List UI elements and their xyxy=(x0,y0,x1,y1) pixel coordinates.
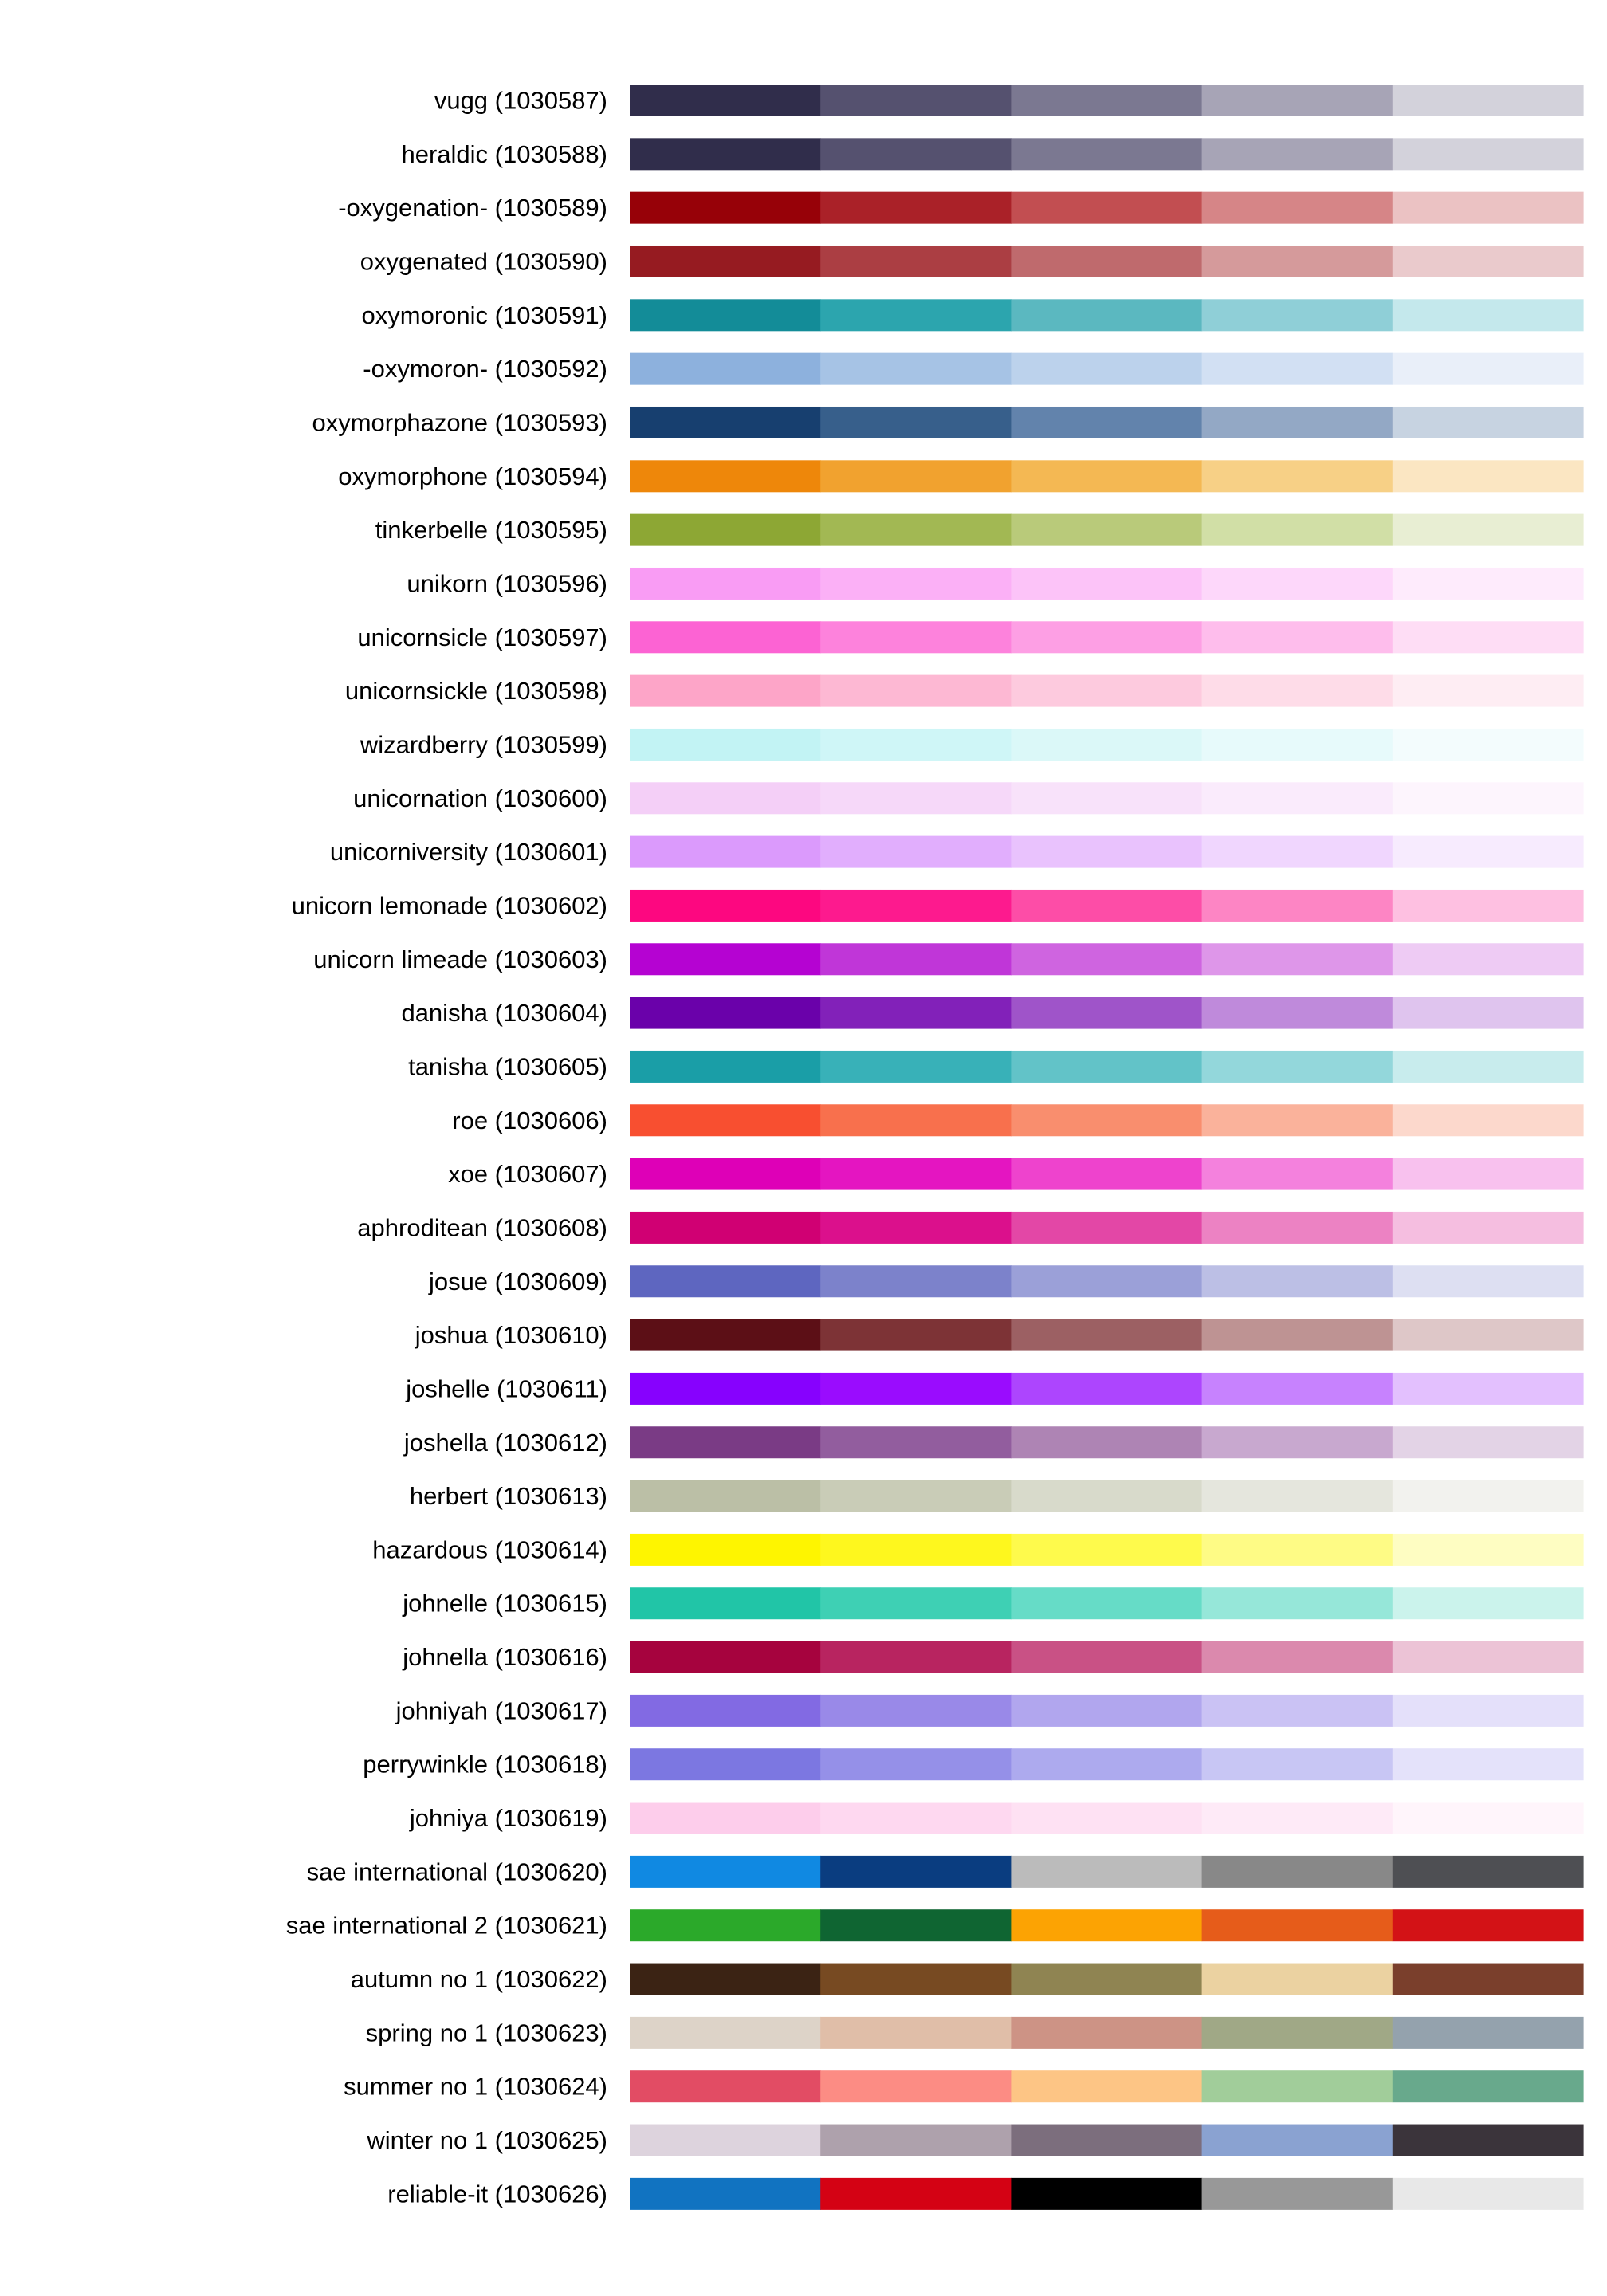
color-swatch xyxy=(630,1856,821,1888)
color-swatch xyxy=(820,1909,1012,1941)
palette-label: winter no 1 (1030625) xyxy=(367,2126,607,2154)
color-swatch xyxy=(820,1534,1012,1566)
color-swatch xyxy=(820,1856,1012,1888)
color-swatch xyxy=(1011,2125,1202,2156)
color-swatch xyxy=(630,1319,821,1351)
color-swatch xyxy=(820,1748,1012,1780)
color-swatch xyxy=(1393,353,1584,385)
color-swatch xyxy=(820,729,1012,761)
color-swatch xyxy=(820,1587,1012,1619)
palette-row xyxy=(292,890,1584,922)
color-swatch xyxy=(630,1748,821,1780)
color-swatch xyxy=(1011,353,1202,385)
palette-row xyxy=(375,514,1584,546)
color-swatch xyxy=(1202,1480,1393,1512)
color-swatch xyxy=(1202,943,1393,975)
palette-row xyxy=(408,1051,1584,1083)
color-swatch xyxy=(1393,1748,1584,1780)
color-swatch xyxy=(1393,2017,1584,2049)
palette-label: unikorn (1030596) xyxy=(407,569,607,598)
palette-label: danisha (1030604) xyxy=(401,999,607,1028)
color-swatch xyxy=(1393,1695,1584,1727)
color-swatch xyxy=(820,1051,1012,1083)
palette-label: unicornation (1030600) xyxy=(353,784,607,812)
color-swatch xyxy=(1393,460,1584,492)
palette-label: johnelle (1030615) xyxy=(403,1589,607,1618)
color-swatch xyxy=(1011,2070,1202,2102)
color-swatch xyxy=(1011,1748,1202,1780)
color-swatch xyxy=(630,1104,821,1136)
color-swatch xyxy=(630,407,821,438)
color-swatch xyxy=(1202,1051,1393,1083)
color-swatch xyxy=(1011,675,1202,707)
color-swatch xyxy=(1011,1909,1202,1941)
palette-label: joshua (1030610) xyxy=(415,1321,607,1350)
color-swatch xyxy=(1202,1373,1393,1405)
color-swatch xyxy=(820,138,1012,170)
color-swatch xyxy=(630,138,821,170)
palette-row xyxy=(313,943,1583,975)
color-swatch xyxy=(630,943,821,975)
palette-label: johniyah (1030617) xyxy=(395,1696,607,1725)
color-swatch xyxy=(820,514,1012,546)
color-swatch xyxy=(630,1695,821,1727)
color-swatch xyxy=(1202,675,1393,707)
color-swatch xyxy=(820,1803,1012,1834)
color-swatch xyxy=(820,1373,1012,1405)
color-swatch xyxy=(630,353,821,385)
palette-row xyxy=(338,192,1583,224)
color-swatch xyxy=(1011,1695,1202,1727)
color-swatch xyxy=(820,943,1012,975)
color-swatch xyxy=(1202,2017,1393,2049)
color-swatch xyxy=(1393,1158,1584,1190)
color-swatch xyxy=(820,1319,1012,1351)
color-swatch xyxy=(820,836,1012,868)
palette-label: oxymorphazone (1030593) xyxy=(312,408,607,437)
color-swatch xyxy=(1202,890,1393,922)
palette-row xyxy=(405,1373,1583,1405)
color-swatch xyxy=(1393,1641,1584,1673)
color-swatch xyxy=(820,2178,1012,2210)
palette-row xyxy=(357,1212,1583,1244)
color-swatch xyxy=(1011,2178,1202,2210)
color-swatch xyxy=(1011,2017,1202,2049)
color-swatch xyxy=(1393,1373,1584,1405)
color-swatch xyxy=(1202,1695,1393,1727)
color-swatch xyxy=(1393,246,1584,277)
palette-label: wizardberry (1030599) xyxy=(360,730,607,759)
color-swatch xyxy=(1202,2125,1393,2156)
color-swatch xyxy=(630,192,821,224)
color-swatch xyxy=(1202,2070,1393,2102)
palette-row xyxy=(312,407,1583,438)
color-swatch xyxy=(630,2070,821,2102)
color-swatch xyxy=(630,1426,821,1458)
palette-label: joshelle (1030611) xyxy=(406,1374,607,1403)
color-swatch xyxy=(1393,2070,1584,2102)
color-swatch xyxy=(1393,1534,1584,1566)
color-swatch xyxy=(630,1909,821,1941)
color-swatch xyxy=(1202,460,1393,492)
color-swatch xyxy=(1393,85,1584,116)
palette-label: spring no 1 (1030623) xyxy=(365,2019,607,2047)
color-swatch xyxy=(630,1158,821,1190)
color-swatch xyxy=(820,1158,1012,1190)
color-swatch xyxy=(1202,1964,1393,1995)
color-swatch xyxy=(1393,2178,1584,2210)
palette-row xyxy=(307,1856,1584,1888)
color-swatch xyxy=(1202,85,1393,116)
color-swatch xyxy=(820,1426,1012,1458)
color-swatch xyxy=(630,2017,821,2049)
color-swatch xyxy=(630,621,821,653)
palette-label: johniya (1030619) xyxy=(409,1804,607,1833)
color-swatch xyxy=(1202,1641,1393,1673)
color-swatch xyxy=(1393,1426,1584,1458)
color-swatch xyxy=(1011,1319,1202,1351)
color-swatch xyxy=(630,675,821,707)
color-swatch xyxy=(630,997,821,1029)
palette-label: xoe (1030607) xyxy=(448,1160,607,1189)
palette-label: autumn no 1 (1030622) xyxy=(350,1965,607,1993)
palette-row xyxy=(407,568,1583,600)
color-swatch xyxy=(1393,675,1584,707)
color-swatch xyxy=(1202,138,1393,170)
color-swatch xyxy=(820,353,1012,385)
color-swatch xyxy=(1202,407,1393,438)
color-swatch xyxy=(1011,138,1202,170)
color-swatch xyxy=(1011,1480,1202,1512)
color-swatch xyxy=(1202,1212,1393,1244)
palette-label: aphroditean (1030608) xyxy=(357,1213,607,1242)
color-swatch xyxy=(630,568,821,600)
color-swatch xyxy=(630,514,821,546)
color-swatch xyxy=(1011,836,1202,868)
color-swatch xyxy=(820,621,1012,653)
color-swatch xyxy=(820,192,1012,224)
color-swatch xyxy=(630,1587,821,1619)
color-swatch xyxy=(1202,836,1393,868)
color-swatch xyxy=(1011,1158,1202,1190)
color-swatch xyxy=(820,1641,1012,1673)
color-swatch xyxy=(1393,1480,1584,1512)
palette-row xyxy=(402,1587,1583,1619)
palette-label: perrywinkle (1030618) xyxy=(363,1750,607,1779)
color-swatch xyxy=(820,782,1012,814)
color-swatch xyxy=(1393,407,1584,438)
color-swatch xyxy=(1202,1909,1393,1941)
color-swatch xyxy=(1011,407,1202,438)
palette-label: heraldic (1030588) xyxy=(401,140,607,168)
palette-label: unicornsickle (1030598) xyxy=(344,677,607,706)
color-swatch xyxy=(1011,943,1202,975)
palette-row xyxy=(395,1695,1584,1727)
palette-row xyxy=(286,1909,1584,1941)
palette-label: unicorniversity (1030601) xyxy=(329,838,607,867)
color-swatch xyxy=(1011,1265,1202,1297)
palette-row xyxy=(410,1480,1584,1512)
color-swatch xyxy=(820,2017,1012,2049)
color-swatch xyxy=(630,299,821,331)
color-swatch xyxy=(630,246,821,277)
palette-row xyxy=(402,1641,1583,1673)
palette-row xyxy=(344,2070,1583,2102)
palette-row xyxy=(415,1319,1584,1351)
palette-label: unicorn limeade (1030603) xyxy=(313,945,607,973)
color-swatch xyxy=(1011,1534,1202,1566)
palette-row xyxy=(448,1158,1584,1190)
color-swatch xyxy=(820,246,1012,277)
color-swatch xyxy=(1393,729,1584,761)
color-swatch xyxy=(630,1534,821,1566)
palette-row xyxy=(366,2017,1584,2049)
color-swatch xyxy=(630,1265,821,1297)
color-swatch xyxy=(1202,1426,1393,1458)
palette-label: tanisha (1030605) xyxy=(408,1052,607,1081)
palette-label: josue (1030609) xyxy=(428,1267,607,1295)
palette-row xyxy=(330,836,1584,868)
palette-row xyxy=(387,2178,1583,2210)
color-swatch xyxy=(1011,1641,1202,1673)
color-swatch xyxy=(630,1051,821,1083)
palette-row xyxy=(372,1534,1583,1566)
palette-label: johnella (1030616) xyxy=(403,1643,607,1672)
color-swatch xyxy=(1202,1265,1393,1297)
color-swatch xyxy=(1393,782,1584,814)
color-swatch xyxy=(1011,246,1202,277)
color-swatch xyxy=(630,1641,821,1673)
palette-label: tinkerbelle (1030595) xyxy=(375,516,607,545)
palette-label: sae international 2 (1030621) xyxy=(285,1911,607,1940)
palette-label: sae international (1030620) xyxy=(306,1858,607,1886)
color-swatch xyxy=(1393,1212,1584,1244)
color-swatch xyxy=(630,1373,821,1405)
color-swatch xyxy=(1011,192,1202,224)
color-swatch xyxy=(1011,890,1202,922)
palette-row xyxy=(338,460,1583,492)
color-swatch xyxy=(820,460,1012,492)
palette-row xyxy=(363,353,1583,385)
color-swatch xyxy=(1011,568,1202,600)
color-swatch xyxy=(1202,729,1393,761)
color-swatch xyxy=(1393,621,1584,653)
palette-row xyxy=(362,299,1584,331)
color-swatch xyxy=(1202,1803,1393,1834)
color-swatch xyxy=(1011,1803,1202,1834)
color-swatch xyxy=(1011,1104,1202,1136)
color-swatch xyxy=(1393,1587,1584,1619)
color-swatch xyxy=(1011,782,1202,814)
color-swatch xyxy=(1393,997,1584,1029)
palette-label: joshella (1030612) xyxy=(403,1428,607,1457)
color-swatch xyxy=(1202,192,1393,224)
palette-label: unicorn lemonade (1030602) xyxy=(291,891,607,920)
color-swatch xyxy=(1202,299,1393,331)
palette-row xyxy=(434,85,1584,116)
palette-row xyxy=(353,782,1583,814)
color-swatch xyxy=(1202,1856,1393,1888)
color-swatch xyxy=(630,729,821,761)
palette-row xyxy=(403,1426,1584,1458)
color-swatch xyxy=(1011,729,1202,761)
color-swatch xyxy=(1011,1587,1202,1619)
color-swatch xyxy=(1393,1909,1584,1941)
color-swatch xyxy=(1393,138,1584,170)
color-swatch xyxy=(820,2125,1012,2156)
color-swatch xyxy=(820,1964,1012,1995)
color-swatch xyxy=(1011,299,1202,331)
palette-label: summer no 1 (1030624) xyxy=(344,2072,607,2101)
palette-row xyxy=(360,246,1584,277)
color-swatch xyxy=(820,675,1012,707)
palette-row xyxy=(452,1104,1583,1136)
color-swatch xyxy=(1011,621,1202,653)
color-swatch xyxy=(1011,1426,1202,1458)
color-swatch xyxy=(820,2070,1012,2102)
palette-row xyxy=(401,138,1583,170)
color-swatch xyxy=(1202,621,1393,653)
color-swatch xyxy=(820,997,1012,1029)
color-swatch xyxy=(1011,997,1202,1029)
color-swatch xyxy=(630,1212,821,1244)
color-swatch xyxy=(1011,1856,1202,1888)
color-swatch xyxy=(820,1480,1012,1512)
palette-label: oxymoronic (1030591) xyxy=(361,301,607,329)
color-swatch xyxy=(1393,1803,1584,1834)
color-swatch xyxy=(630,1964,821,1995)
color-swatch xyxy=(1202,1319,1393,1351)
palette-row xyxy=(409,1803,1584,1834)
color-swatch xyxy=(1011,514,1202,546)
color-swatch xyxy=(1393,1856,1584,1888)
palette-row xyxy=(351,1964,1584,1995)
color-swatch xyxy=(1393,836,1584,868)
color-swatch xyxy=(1202,1104,1393,1136)
color-swatch xyxy=(1202,782,1393,814)
palette-label: -oxygenation- (1030589) xyxy=(338,194,607,222)
color-swatch xyxy=(1011,1373,1202,1405)
color-swatch xyxy=(630,460,821,492)
palette-row xyxy=(363,1748,1583,1780)
color-swatch xyxy=(1393,514,1584,546)
color-swatch xyxy=(1202,1587,1393,1619)
palette-label: unicornsicle (1030597) xyxy=(357,623,607,651)
palette-label: hazardous (1030614) xyxy=(372,1535,607,1564)
color-swatch xyxy=(1011,1212,1202,1244)
color-swatch xyxy=(1393,1265,1584,1297)
color-swatch xyxy=(630,890,821,922)
palette-label: reliable-it (1030626) xyxy=(387,2180,607,2208)
color-swatch xyxy=(820,1265,1012,1297)
color-swatch xyxy=(630,85,821,116)
color-swatch xyxy=(1393,1319,1584,1351)
color-swatch xyxy=(630,2178,821,2210)
palette-label: roe (1030606) xyxy=(452,1106,607,1134)
color-swatch xyxy=(1011,85,1202,116)
color-swatch xyxy=(1202,997,1393,1029)
palette-row xyxy=(401,997,1583,1029)
color-swatch xyxy=(630,1803,821,1834)
color-swatch xyxy=(820,1695,1012,1727)
palette-row xyxy=(357,621,1583,653)
palette-row xyxy=(428,1265,1584,1297)
color-swatch xyxy=(1202,1534,1393,1566)
palette-label: herbert (1030613) xyxy=(409,1482,607,1511)
color-swatch xyxy=(1393,943,1584,975)
color-swatch xyxy=(820,407,1012,438)
palette-row xyxy=(366,2125,1583,2156)
color-swatch xyxy=(1202,246,1393,277)
color-swatch xyxy=(1393,299,1584,331)
palette-row xyxy=(360,729,1584,761)
color-swatch xyxy=(630,836,821,868)
color-swatch xyxy=(1202,1158,1393,1190)
color-swatch xyxy=(1202,353,1393,385)
palette-label: -oxymoron- (1030592) xyxy=(363,355,607,383)
color-swatch xyxy=(1393,192,1584,224)
color-swatch xyxy=(820,890,1012,922)
color-swatch xyxy=(820,299,1012,331)
color-swatch xyxy=(1393,1051,1584,1083)
color-swatch xyxy=(1393,1104,1584,1136)
palette-row xyxy=(345,675,1584,707)
color-swatch xyxy=(1202,2178,1393,2210)
palette-label: oxymorphone (1030594) xyxy=(338,462,607,490)
color-swatch xyxy=(1393,2125,1584,2156)
color-swatch xyxy=(1202,568,1393,600)
color-swatch xyxy=(1202,514,1393,546)
color-swatch xyxy=(820,85,1012,116)
color-swatch xyxy=(1011,460,1202,492)
color-swatch xyxy=(1011,1964,1202,1995)
color-swatch xyxy=(820,1104,1012,1136)
color-swatch xyxy=(820,1212,1012,1244)
color-swatch xyxy=(820,568,1012,600)
color-swatch xyxy=(630,1480,821,1512)
color-swatch xyxy=(1393,568,1584,600)
color-swatch xyxy=(1011,1051,1202,1083)
color-swatch xyxy=(630,782,821,814)
palette-label: oxygenated (1030590) xyxy=(360,247,607,276)
color-swatch xyxy=(1393,1964,1584,1995)
color-swatch xyxy=(1393,890,1584,922)
color-swatch xyxy=(630,2125,821,2156)
color-swatch xyxy=(1202,1748,1393,1780)
palette-label: vugg (1030587) xyxy=(434,86,607,115)
